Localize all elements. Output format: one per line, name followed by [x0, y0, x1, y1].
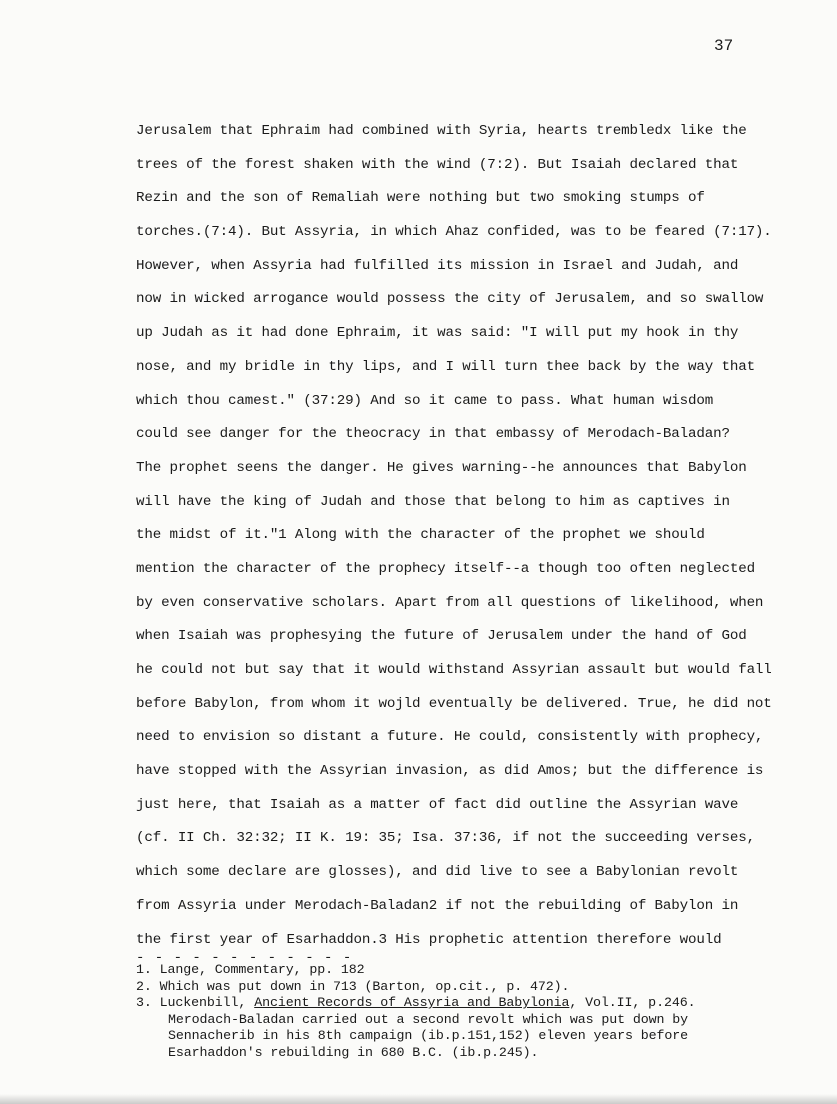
text-line: nose, and my bridle in thy lips, and I will turn thee back by the way that	[136, 358, 755, 375]
text-line: the first year of Esarhaddon.3 His prophetic attention therefore would	[136, 931, 722, 948]
text-line: The prophet seens the danger. He gives warning--he announces that Babylon	[136, 459, 747, 476]
page-number: 37	[714, 37, 734, 55]
page-bottom-edge	[0, 1094, 837, 1104]
text-line: from Assyria under Merodach-Baladan2 if not the rebuilding of Babylon in	[136, 897, 739, 914]
text-line: have stopped with the Assyrian invasion, as did Amos; but the difference is	[136, 763, 764, 780]
text-line: when Isaiah was prophesying the future of Jerusalem under the hand of God	[136, 628, 747, 645]
text-line: (cf. II Ch. 32:32; II K. 19: 35; Isa. 37:36, if not the succeeding verses,	[136, 830, 755, 847]
text-line: could see danger for the theocracy in that embassy of Merodach-Baladan?	[136, 426, 730, 443]
text-line: Rezin and the son of Remaliah were nothing but two smoking stumps of	[136, 190, 705, 207]
text-line: Jerusalem that Ephraim had combined with Syria, hearts trembledx like the	[136, 123, 747, 139]
footnote-rule: - - - - - - - - - - - -	[136, 950, 353, 966]
footnote-3-continuation: Sennacherib in his 8th campaign (ib.p.151,152) eleven years before	[168, 1028, 689, 1044]
footnote-2: 2. Which was put down in 713 (Barton, op.cit., p. 472).	[136, 978, 570, 994]
footnotes	[136, 962, 816, 1062]
text-line: which thou camest." (37:29) And so it came to pass. What human wisdom	[136, 392, 714, 409]
text-line: However, when Assyria had fulfilled its mission in Israel and Judah, and	[136, 257, 739, 274]
footnote-3	[136, 995, 816, 1012]
text-line: by even conservative scholars. Apart from all questions of likelihood, when	[136, 594, 764, 611]
text-line: he could not but say that it would withstand Assyrian assault but would fall	[136, 662, 772, 678]
text-line: before Babylon, from whom it wojld eventually be delivered. True, he did not	[136, 695, 772, 712]
text-line: mention the character of the prophecy itself--a though too often neglected	[136, 560, 755, 577]
text-line: just here, that Isaiah as a matter of fact did outline the Assyrian wave	[136, 796, 739, 813]
footnote-3-suffix: , Vol.II, p.246.	[569, 995, 696, 1011]
footnote-3-continuation: Merodach-Baladan carried out a second revolt which was put down by	[168, 1011, 689, 1027]
text-line: torches.(7:4). But Assyria, in which Ahaz confided, was to be feared (7:17).	[136, 224, 772, 241]
footnote-1: 1. Lange, Commentary, pp. 182	[136, 962, 365, 977]
text-line: trees of the forest shaken with the wind (7:2). But Isaiah declared that	[136, 156, 739, 173]
text-line: which some declare are glosses), and did live to see a Babylonian revolt	[136, 864, 739, 881]
text-line: up Judah as it had done Ephraim, it was said: "I will put my hook in thy	[136, 325, 739, 342]
footnote-3-title: Ancient Records of Assyria and Babylonia	[254, 995, 570, 1011]
text-line: now in wicked arrogance would possess the city of Jerusalem, and so swallow	[136, 291, 764, 308]
text-line: will have the king of Judah and those that belong to him as captives in	[136, 493, 730, 510]
body-text	[136, 120, 786, 962]
footnote-3-continuation: Esarhaddon's rebuilding in 680 B.C. (ib.p.245).	[168, 1044, 539, 1060]
text-line: the midst of it."1 Along with the character of the prophet we should	[136, 527, 705, 544]
text-line: need to envision so distant a future. He could, consistently with prophecy,	[136, 729, 764, 746]
footnote-3-prefix: 3. Luckenbill,	[136, 995, 255, 1011]
